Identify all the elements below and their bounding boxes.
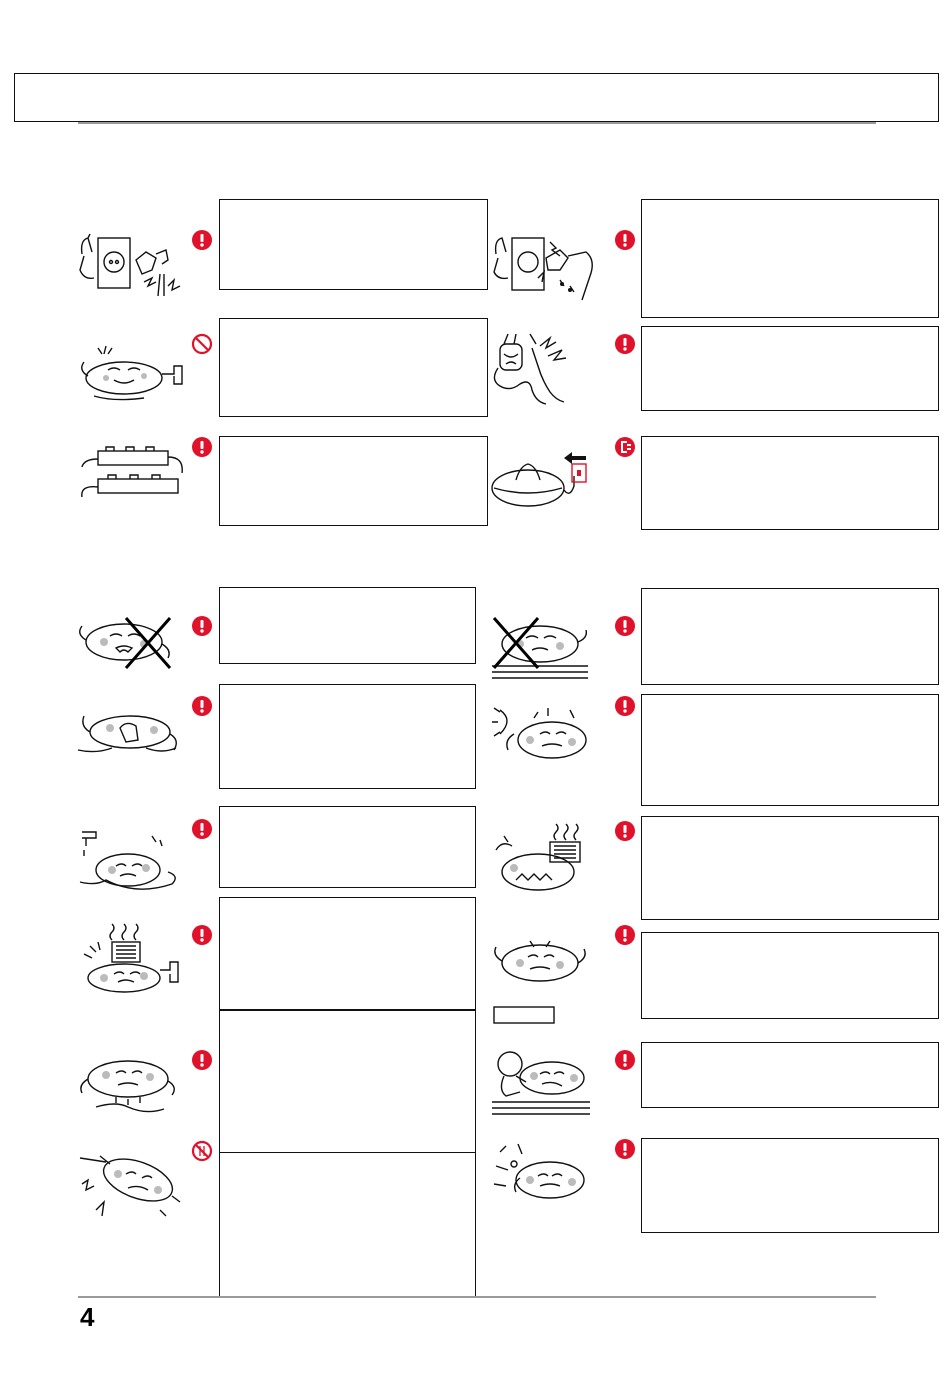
warning-text-box	[219, 684, 476, 789]
exclamation-circle-icon	[191, 1049, 213, 1071]
illustration-water-spill	[76, 826, 180, 896]
warning-text-box	[219, 1010, 476, 1153]
warning-text-box	[641, 1138, 939, 1233]
illustration-plug-cord-face	[74, 340, 184, 402]
exclamation-circle-icon	[614, 1049, 636, 1071]
exclamation-circle-icon	[614, 924, 636, 946]
warning-text-box	[641, 816, 939, 920]
illustration-child-device	[490, 1046, 594, 1118]
illustration-unplug-device	[490, 448, 594, 512]
exclamation-circle-icon	[191, 924, 213, 946]
warning-text-box	[219, 436, 488, 526]
illustration-device-above-stand	[490, 935, 594, 1027]
no-disassemble-icon	[191, 1140, 213, 1162]
warning-text-box	[219, 806, 476, 888]
exclamation-circle-icon	[614, 695, 636, 717]
warning-text-box	[641, 588, 939, 685]
illustration-heater-plug	[76, 920, 184, 1000]
illustration-objects-device	[490, 1140, 594, 1208]
warning-text-box	[219, 199, 488, 290]
exclamation-circle-icon	[614, 820, 636, 842]
warning-text-box	[219, 1152, 476, 1297]
exclamation-circle-icon	[614, 1138, 636, 1160]
warning-text-box	[219, 587, 476, 664]
exclamation-circle-icon	[614, 229, 636, 251]
exclamation-circle-icon	[614, 615, 636, 637]
exclamation-circle-icon	[191, 229, 213, 251]
warning-text-box	[219, 897, 476, 1010]
illustration-screwdriver-device	[76, 1144, 184, 1224]
illustration-device-hands	[76, 710, 180, 756]
warning-text-box	[219, 318, 488, 417]
illustration-pull-plug	[490, 230, 602, 302]
top-rule	[78, 122, 876, 124]
illustration-power-strips	[78, 445, 188, 505]
illustration-crossed-device-shelf	[490, 614, 590, 680]
warning-text-box	[641, 326, 939, 411]
exclamation-circle-icon	[191, 615, 213, 637]
warning-text-box	[641, 694, 939, 806]
warning-text-box	[641, 932, 939, 1019]
illustration-sun-device	[490, 700, 594, 764]
exclamation-circle-icon	[614, 333, 636, 355]
illustration-crossed-device	[74, 614, 174, 672]
illustration-device-leak	[76, 1055, 180, 1119]
warning-text-box	[641, 199, 939, 318]
page-number: 4	[80, 1302, 95, 1332]
exclamation-circle-icon	[191, 436, 213, 458]
illustration-damaged-plug	[490, 330, 580, 408]
warning-text-box	[641, 1042, 939, 1108]
bottom-rule	[78, 1296, 876, 1298]
no-symbol-icon	[191, 333, 213, 355]
unplug-icon	[614, 436, 636, 458]
illustration-heater-device	[490, 820, 594, 896]
header-banner	[14, 73, 939, 122]
exclamation-circle-icon	[191, 818, 213, 840]
illustration-wet-hand-plug	[74, 230, 184, 300]
exclamation-circle-icon	[191, 695, 213, 717]
warning-text-box	[641, 436, 939, 530]
